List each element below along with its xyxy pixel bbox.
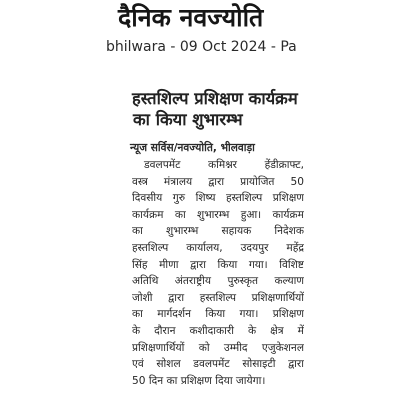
- body-line: का मार्गदर्शन किया गया। प्रशिक्षण: [132, 308, 304, 321]
- article-byline: न्यूज सर्विस/नवज्योति, भीलवाड़ा: [130, 141, 255, 154]
- body-line: एवं सोशल डवलपमेंट सोसाइटी द्वारा: [132, 358, 304, 371]
- body-line: वस्त्र मंत्रालय द्वारा प्रायोजित 50: [132, 175, 304, 188]
- body-line: अतिथि अंतराष्ट्रीय पुरुस्कृत कल्याण: [132, 275, 304, 288]
- body-line: कार्यक्रम का शुभारम्भ हुआ। कार्यक्रम: [132, 208, 304, 221]
- body-line: के दौरान कशीदाकारी के क्षेत्र में: [132, 324, 304, 337]
- body-line: जोशी द्वारा हस्तशिल्प प्रशिक्षणार्थियों: [132, 291, 304, 304]
- body-line: दिवसीय गुरु शिष्य हस्तशिल्प प्रशिक्षण: [132, 192, 304, 205]
- body-line: प्रशिक्षणार्थियों को उम्मीद एजुकेशनल: [132, 341, 304, 354]
- article-body: [132, 157, 304, 389]
- headline-line: हस्तशिल्प प्रशिक्षण कार्यक्रम: [132, 89, 298, 108]
- body-line: सिंह मीणा द्वारा किया गया। विशिष्ट: [132, 258, 304, 271]
- body-line: का शुभारम्भ सहायक निदेशक: [132, 225, 304, 238]
- edition-dateline: bhilwara - 09 Oct 2024 - Pa: [106, 39, 297, 55]
- body-line: हस्तशिल्प कार्यालय, उदयपुर महेंद्र: [132, 241, 304, 254]
- newspaper-masthead: दैनिक नवज्योति: [118, 3, 264, 32]
- body-line: 50 दिन का प्रशिक्षण दिया जायेगा।: [132, 374, 266, 387]
- article-headline: [132, 88, 297, 130]
- headline-line: का किया शुभारम्भ: [133, 110, 243, 129]
- body-line: डवलपमेंट कमिश्नर हेंडीक्राफ्ट,: [144, 159, 304, 171]
